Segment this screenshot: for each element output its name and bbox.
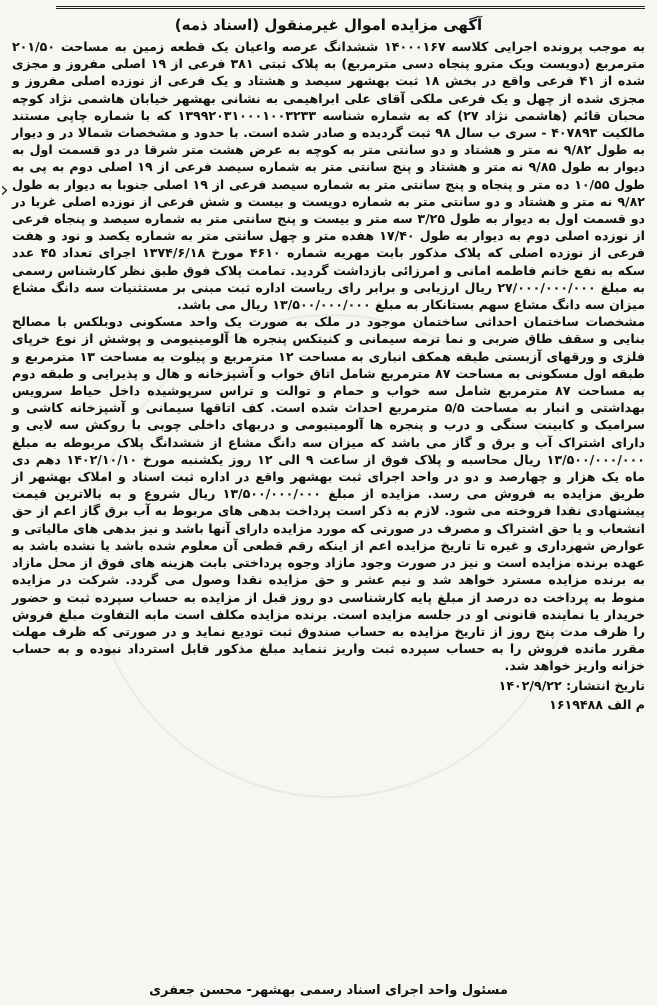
reference-number: م الف ۱۶۱۹۴۸۸ — [549, 696, 645, 712]
auction-notice — [12, 14, 645, 999]
publish-date: تاریخ انتشار: ۱۴۰۲/۹/۲۲ — [498, 677, 645, 693]
margin-pen-mark: › — [0, 178, 9, 203]
notice-title: آگهی مزایده اموال غیرمنقول (اسناد ذمه) — [174, 16, 483, 34]
signature-line: مسئول واحد اجرای اسناد رسمی بهشهر- محسن جعفری — [149, 982, 508, 998]
notice-paragraph-building: مشخصات ساختمان احداثی ساختمان موجود در ملک به صورت یک واحد مسکونی دوبلکس با مصالح بنایی و سقف طاق ضربی و نما ترمه سیمانی و کنیتکس پنجره ها آلومینیومی و پوشش از نوع خرپای فلزی و ورقهای آزبستی طبقه همکف انباری به مساحت ۱۲ مترمربع و پیلوت به مساحت ۱۳ مترمربع و طبقه اول مسکونی به مساحت ۸۷ مترمربع شامل اتاق خواب و آشپزخانه و هال و پذیرایی و طبقه دوم به مساحت ۸۷ مترمربع شامل سه خواب و حمام و توالت و تراس سرپوشیده داخل حیاط سرویس بهداشتی و انبار به مساحت ۵/۵ مترمربع احداث شده است. کف اتاقها سیمانی و آشپزخانه کاشی و سرامیک و کابینت سنگی و درب و پنجره ها آلومینیومی و دربهای داخلی چوبی با روکش سه لایی و دارای اشتراک آب و برق و گاز می باشد که میزان سه دانگ مشاع از ششدانگ پلاک مربوطه به مبلغ ۱۳/۵۰۰/۰۰۰/۰۰۰ ریال محاسبه و پلاک فوق از ساعت ۹ الی ۱۲ روز یکشنبه مورخ ۱۴۰۲/۱۰/۱۰ دهم دی ماه یک هزار و چهارصد و دو در واحد اجرای ثبت بهشهر واقع در اداره ثبت اسناد و املاک بهشهر از طریق مزایده به فروش می رسد. مزایده از مبلغ ۱۳/۵۰۰/۰۰۰/۰۰۰ ریال شروع و به بالاترین قیمت پیشنهادی نقدا فروخته می شود. لازم به ذکر است پرداخت بدهی های مربوط به آب برق گاز اعم از حق انشعاب و یا حق اشتراک و مصرف در صورتی که مورد مزایده دارای آنها باشد و نیز بدهی های مالیاتی و عوارض شهرداری و غیره تا تاریخ مزایده اعم از اینکه رقم قطعی آن معلوم شده باشد یا نشده باشد به عهده برنده مزایده است و نیز در صورت وجود مازاد وجوه پرداختی بابت هزینه های فوق از محل مازاد به برنده مزایده مسترد خواهد شد و نیم عشر و حق مزایده نقدا وصول می گردد. شرکت در مزایده منوط به پرداخت ده درصد از مبلغ پایه کارشناسی دو روز قبل از مزایده به حساب سپرده ثبت و حضور خریدار یا نماینده قانونی او در جلسه مزایده است. برنده مزایده مکلف است مابه التفاوت مبلغ فروش را ظرف مدت پنج روز از تاریخ مزایده به حساب صندوق ثبت تودیع نماید و در صورتی که ظرف مهلت مقرر مانده فروش را به حساب سپرده ثبت واریز ننماید مبلغ مذکور قابل استرداد نبوده و به حساب خزانه واریز خواهد شد. — [12, 314, 645, 674]
notice-paragraph-property: به موجب پرونده اجرایی کلاسه ۱۴۰۰۰۱۶۷ ششدانگ عرصه واعیان یک قطعه زمین به مساحت ۲۰۱/۵۰ مترمربع (دویست ویک مترو پنجاه دسی مترمربع) به پلاک ثبتی ۳۸۱ فرعی از ۱۹ اصلی مفروز و مجزی شده از ۴۱ فرعی واقع در بخش ۱۸ ثبت بهشهر سیصد و هشتاد و یک فرعی از نوزده اصلی مفروز و مجزی شده از چهل و یک فرعی ملکی آقای علی ابراهیمی به نشانی بهشهر خیابان هاشمی نژاد کوچه محبان قائم (هاشمی نژاد ۲۷) که به شماره شناسه ۱۳۹۹۲۰۳۱۰۰۰۱۰۰۳۲۳۳ که با شماره چاپی مستند مالکیت ۴۰۷۸۹۳ - سری ب سال ۹۸ ثبت گردیده و صادر شده است. با حدود و مشخصات شمالا در و دیوار به طول ۹/۸۲ نه متر و هشتاد و دو سانتی متر به کوچه به عرض هشت متر شرقا در دو قسمت اول به دیوار به طول ۹/۸۵ نه متر و هشتاد و پنج سانتی متر به شماره سیصد فرعی از ۱۹ اصلی دوم به پی به طول ۱۰/۵۵ ده متر و پنجاه و پنج سانتی متر به شماره سیصد فرعی از ۱۹ اصلی جنوبا به دیوار به طول ۹/۸۲ نه متر و هشتاد و دو سانتی متر به شماره دویست و بیست و شش فرعی از نوزده اصلی غربا در دو قسمت اول به دیوار به طول ۳/۲۵ سه متر و بیست و پنج سانتی متر به شماره سیصد و پنجاه فرعی از نوزده اصلی دوم به دیوار به طول ۱۷/۴۰ هفده متر و چهل سانتی متر به شماره یکصد و نود و هفت فرعی از نوزده اصلی که پلاک مذکور بابت مهریه شماره ۴۶۱۰ مورخ ۱۳۷۴/۶/۱۸ اجرای تعداد ۴۵ عدد سکه به نفع خانم فاطمه امانی و امرزائی بازداشت گردید. تمامت پلاک فوق طبق نظر کارشناس رسمی به مبلغ ۲۷/۰۰۰/۰۰۰/۰۰۰ ریال ارزیابی و برابر رای ریاست اداره ثبت مبنی بر مستثنیات سه دانگ مشاع میزان سه دانگ مشاع سهم بستانکار به مبلغ ۱۳/۵۰۰/۰۰۰/۰۰۰ ریال می باشد. — [12, 39, 646, 313]
top-double-rule — [56, 6, 645, 9]
